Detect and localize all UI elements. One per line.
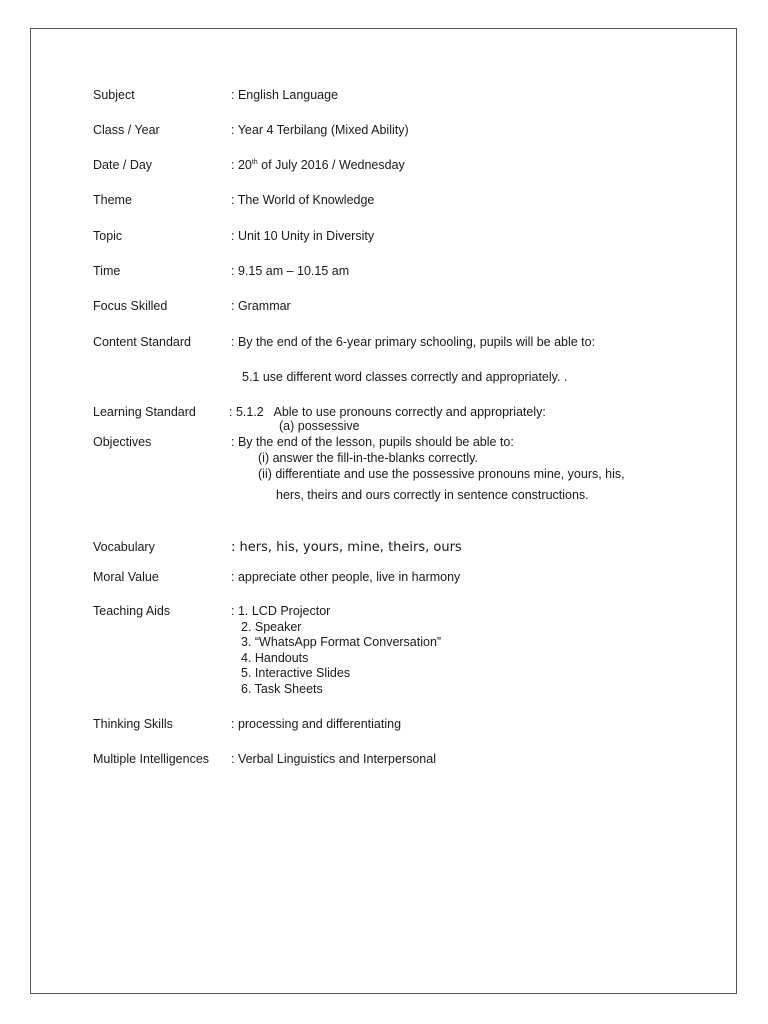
objective-item: (ii) differentiate and use the possessive pronouns mine, yours, his, [258,466,625,481]
class-value: : Year 4 Terbilang (Mixed Ability) [231,123,409,137]
teaching-aids-label: Teaching Aids [93,604,171,618]
subject-value: : English Language [231,88,339,102]
focus-value: : Grammar [231,299,291,313]
moral-label: Moral Value [93,570,159,584]
teaching-aid-item: 2. Speaker [241,619,302,634]
date-value [231,158,405,173]
time-label: Time [93,264,121,278]
objectives-label: Objectives [93,435,152,449]
learning-standard-sub: (a) possessive [279,419,360,433]
focus-label: Focus Skilled [93,299,168,313]
intelligences-value: : Verbal Linguistics and Interpersonal [231,752,436,766]
objectives-list [258,451,625,482]
class-label: Class / Year [93,123,160,137]
teaching-aid-item: 5. Interactive Slides [241,666,351,680]
date-label: Date / Day [93,158,153,172]
teaching-aid-item: 6. Task Sheets [241,681,323,696]
learning-standard-label: Learning Standard [93,405,196,419]
teaching-aid-item: 3. “WhatsApp Format Conversation” [241,635,442,649]
objective-item: (i) answer the fill-in-the-blanks correctly. [258,451,478,465]
vocabulary-value: : hers, his, yours, mine, theirs, ours [231,540,462,555]
date-value-rest: of July 2016 / Wednesday [257,158,405,172]
subject-label: Subject [93,88,135,102]
teaching-aids-list [231,604,441,697]
objectives-value: : By the end of the lesson, pupils should be able to: [231,435,514,449]
theme-value: : The World of Knowledge [231,193,375,207]
content-standard-label: Content Standard [93,335,191,349]
topic-label: Topic [93,229,123,243]
date-value-suffix: th [251,159,258,166]
thinking-label: Thinking Skills [93,717,173,731]
content-standard-sub: 5.1 use different word classes correctly and appropriately. . [242,370,568,384]
moral-value: : appreciate other people, live in harmony [231,570,461,584]
vocabulary-label: Vocabulary [93,540,155,554]
teaching-aid-item: : 1. LCD Projector [231,604,331,618]
date-value-day: : 20 [231,158,252,172]
thinking-value: : processing and differentiating [231,717,402,731]
intelligences-label: Multiple Intelligences [93,752,210,766]
time-value: : 9.15 am – 10.15 am [231,264,350,278]
theme-label: Theme [93,193,132,207]
topic-value: : Unit 10 Unity in Diversity [231,229,375,243]
objectives-continuation: hers, theirs and ours correctly in sentence constructions. [276,488,589,502]
content-standard-value: : By the end of the 6-year primary schooling, pupils will be able to: [231,335,596,349]
teaching-aid-item: 4. Handouts [241,650,309,665]
learning-standard-value: : 5.1.2 Able to use pronouns correctly and appropriately: [229,405,546,419]
